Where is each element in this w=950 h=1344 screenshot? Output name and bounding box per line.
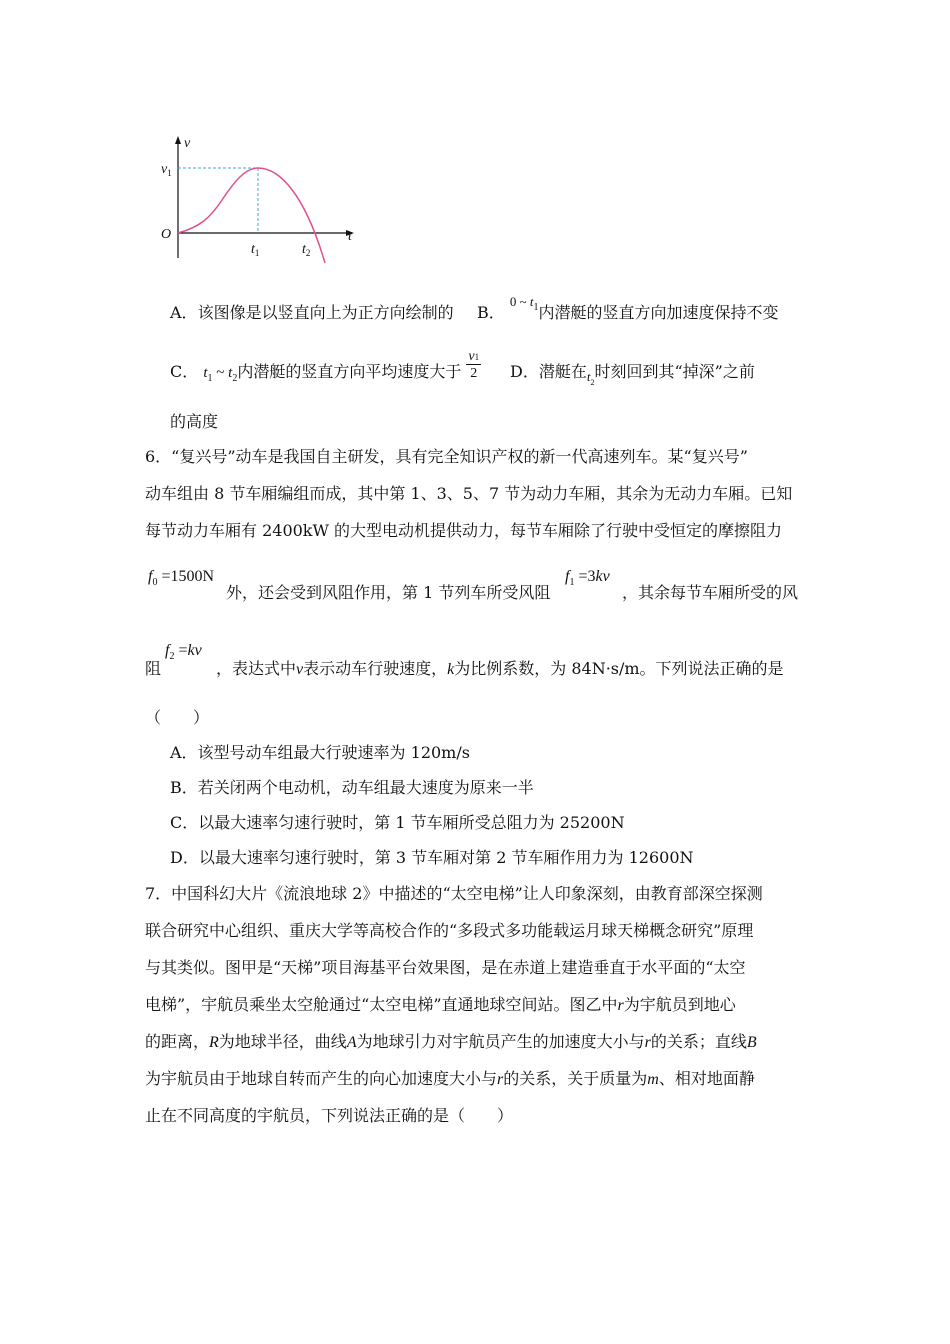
option-letter: B． bbox=[477, 303, 505, 322]
q6-line-3: 每节动力车厢有 2400kW 的大型电动机提供动力，每节车厢除了行驶中受恒定的摩擦阻力 bbox=[145, 521, 783, 540]
v1-label: $v_1$ bbox=[161, 162, 172, 178]
time-range-math: $t_1$ ~ $t_2$ bbox=[203, 365, 238, 384]
q6-option-a: A．该型号动车组最大行驶速率为 120m/s bbox=[170, 743, 470, 762]
q5-option-b bbox=[477, 294, 779, 323]
time-range-math: 0 ~ t1 bbox=[509, 294, 539, 313]
option-letter: C． bbox=[170, 362, 199, 381]
q6-option-b: B．若关闭两个电动机，动车组最大速度为原来一半 bbox=[170, 778, 534, 797]
option-letter: D． bbox=[510, 362, 539, 381]
y-axis-label: v bbox=[184, 136, 191, 151]
f2-formula: $f_2 =kv$ bbox=[165, 642, 202, 662]
option-text: 该图像是以竖直向上为正方向绘制的 bbox=[197, 303, 454, 322]
q6-line-4-text-2: ，其余每节车厢所受的风 bbox=[622, 583, 799, 602]
q7-line-6: 为宇航员由于地球自转而产生的向心加速度大小与r的关系，关于质量为m、相对地面静 bbox=[145, 1069, 755, 1088]
q6-option-c: C．以最大速率匀速行驶时，第 1 节车厢所受总阻力为 25200N bbox=[170, 813, 625, 832]
q6-option-d: D．以最大速率匀速行驶时，第 3 节车厢对第 2 节车厢作用力为 12600N bbox=[170, 848, 694, 867]
v1-over-2-fraction: $\frac{v1}{2}$ bbox=[468, 349, 480, 381]
q5-option-a bbox=[170, 300, 454, 323]
q6-answer-bracket: （ ） bbox=[145, 708, 210, 727]
q7-line-5: 的距离，R为地球半径，曲线A为地球引力对宇航员产生的加速度大小与r的关系；直线B bbox=[145, 1032, 757, 1051]
q6-line-2: 动车组由 8 节车厢编组而成，其中第 1、3、5、7 节为动力车厢，其余为无动力车厢。已知 bbox=[145, 484, 793, 503]
t2-label: $t_2$ bbox=[302, 242, 311, 258]
f0-formula: $f_0 =1500N$ bbox=[148, 568, 215, 588]
q6-line-5-text: ，表达式中v表示动车行驶速度，k为比例系数，为 84N·s/m。下列说法正确的是 bbox=[216, 659, 784, 678]
q6-line-1: 6．“复兴号”动车是我国自主研发，具有完全知识产权的新一代高速列车。某“复兴号” bbox=[145, 447, 748, 466]
origin-label: O bbox=[161, 227, 172, 242]
q6-line-4-text-1: 外，还会受到风阻作用，第 1 节列车所受风阻 bbox=[226, 583, 551, 602]
q7-line-3: 与其类似。图甲是“天梯”项目海基平台效果图，是在赤道上建造垂直于水平面的“太空 bbox=[145, 958, 746, 977]
q5-option-d-continued: 的高度 bbox=[170, 412, 219, 431]
q6-line-5-pre: 阻 bbox=[145, 659, 162, 678]
q7-line-2: 联合研究中心组织、重庆大学等高校合作的“多段式多功能载运月球天梯概念研究”原理 bbox=[145, 921, 754, 940]
option-letter: A． bbox=[170, 303, 198, 322]
t2-math: t2 bbox=[586, 369, 595, 387]
option-text: 内潜艇的竖直方向加速度保持不变 bbox=[538, 303, 779, 322]
f1-formula: $f_1 =3kv$ bbox=[565, 568, 610, 588]
t1-label: $t_1$ bbox=[251, 242, 260, 258]
q5-option-d: D．潜艇在$_{t_2}$时刻回到其“掉深”之前 bbox=[510, 362, 755, 387]
y-axis-arrow bbox=[175, 136, 181, 144]
q7-line-4: 电梯”，宇航员乘坐太空舱通过“太空电梯”直通地球空间站。图乙中r为宇航员到地心 bbox=[145, 995, 736, 1014]
x-axis-label: t bbox=[348, 229, 352, 244]
velocity-time-graph bbox=[150, 130, 370, 270]
q5-option-c bbox=[170, 349, 481, 384]
option-text: 内潜艇的竖直方向平均速度大于 bbox=[237, 362, 462, 381]
q7-line-1: 7．中国科幻大片《流浪地球 2》中描述的“太空电梯”让人印象深刻，由教育部深空探测 bbox=[145, 884, 763, 903]
q7-line-7: 止在不同高度的宇航员，下列说法正确的是（ ） bbox=[145, 1106, 514, 1125]
